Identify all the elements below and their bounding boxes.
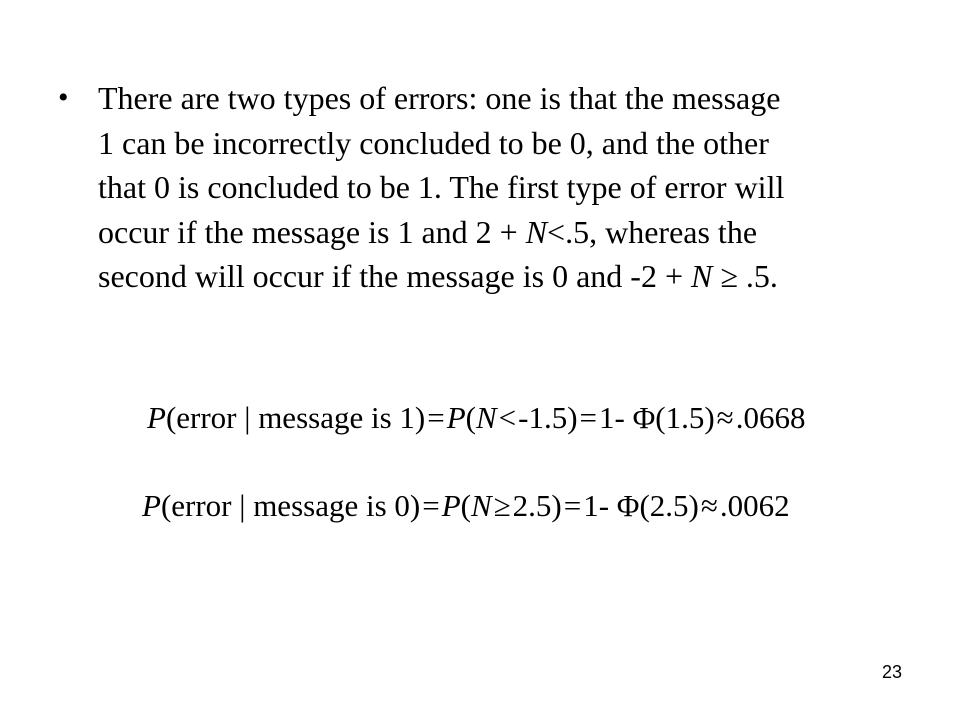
text-segment: ≥ .5. <box>712 258 778 294</box>
eq-open-paren: ( <box>465 400 476 435</box>
bullet-line-2 <box>98 121 784 166</box>
equation-error-message-0 <box>142 486 790 526</box>
eq-equals: = <box>422 488 440 523</box>
eq-symbol-p: P <box>446 400 466 435</box>
bullet-text <box>98 76 784 299</box>
eq-value: .0668 <box>735 400 806 435</box>
eq-symbol-p: P <box>147 400 166 435</box>
bullet-line-5 <box>98 254 784 299</box>
bullet-line-1 <box>98 76 784 121</box>
eq-value: .0062 <box>719 488 790 523</box>
text-segment: second will occur if the message is 0 and -2 + <box>98 258 691 294</box>
eq-symbol-p: P <box>142 488 161 523</box>
eq-relation: ≥ <box>493 488 511 523</box>
page-number: 23 <box>881 662 902 682</box>
text-segment: occur if the message is 1 and 2 + <box>98 213 526 250</box>
text-segment: <.5, whereas the <box>547 213 758 250</box>
text-segment: There are two types of errors: one is that the message <box>98 80 781 116</box>
eq-relation: < <box>498 400 517 435</box>
eq-symbol-p: P <box>441 488 461 523</box>
eq-approx: ≈ <box>700 488 718 523</box>
eq-phi-expression: 1- Φ(2.5) <box>583 488 699 523</box>
eq-phi-expression: 1- Φ(1.5) <box>599 400 715 435</box>
bullet-line-3 <box>98 165 784 210</box>
eq-variable-n: N <box>475 400 497 435</box>
eq-condition: (error | message is 0) <box>160 488 421 523</box>
bullet-item <box>54 76 910 299</box>
bullet-marker: • <box>58 81 69 114</box>
text-segment: that 0 is concluded to be 1. The first type of error will <box>98 169 785 205</box>
variable-n: N <box>691 258 713 294</box>
eq-equals: = <box>579 400 598 435</box>
eq-variable-n: N <box>470 488 492 523</box>
eq-condition: (error | message is 1) <box>165 400 426 435</box>
equation-error-message-1 <box>147 398 805 438</box>
bullet-line-4 <box>98 210 784 255</box>
eq-threshold: 2.5) <box>512 488 562 523</box>
eq-equals: = <box>563 488 582 523</box>
text-segment: 1 can be incorrectly concluded to be 0, and the other <box>98 124 769 161</box>
eq-approx: ≈ <box>716 400 734 435</box>
variable-n: N <box>525 213 548 250</box>
eq-open-paren: ( <box>460 488 471 523</box>
eq-equals: = <box>427 400 445 435</box>
eq-threshold: -1.5) <box>518 400 578 435</box>
